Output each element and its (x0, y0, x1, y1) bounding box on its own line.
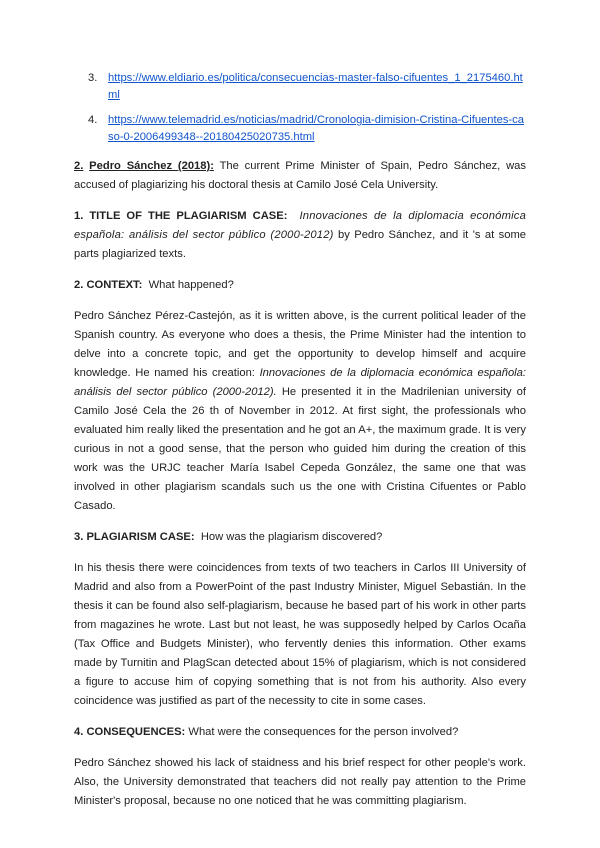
context-thesis-title: Innovaciones de la diplomacia económica española: análisis del sector público (2000-2012). (74, 367, 526, 398)
case-intro-text: The current Prime Minister of Spain, Pedro Sánchez, was accused of plagiarizing his doctoral thesis at Camilo José Cela University. (74, 160, 526, 191)
reference-link-eldiario[interactable]: https://www.eldiario.es/politica/consecuencias-master-falso-cifuentes_1_2175460.html (108, 72, 523, 101)
consequences-heading: 4. CONSEQUENCES: (74, 726, 186, 738)
case-number: 2. (74, 160, 84, 172)
reference-number: 3. (88, 72, 98, 84)
reference-list (74, 70, 526, 154)
consequences-question: What were the consequences for the person involved? (188, 726, 459, 738)
context-heading: 2. CONTEXT: (74, 279, 143, 291)
section-plagiarism-heading (74, 528, 526, 547)
plagiarism-heading: 3. PLAGIARISM CASE: (74, 531, 195, 543)
main-content (74, 157, 526, 823)
reference-link-telemadrid[interactable]: https://www.telemadrid.es/noticias/madrid/Cronologia-dimision-Cristina-Cifuentes-caso-0-2006499348--20180425020735.html (108, 114, 524, 143)
reference-number: 4. (88, 114, 98, 126)
plagiarism-question: How was the plagiarism discovered? (200, 531, 383, 543)
case-intro (74, 157, 526, 195)
reference-item-4 (74, 112, 526, 146)
section-consequences-body: Pedro Sánchez showed his lack of staidness and his brief respect for other people's work. Also, the University demonstrated that teachers did not really pay attention to the Prime Minister's proposal, because no one noticed that he was committing plagiarism. (74, 757, 526, 807)
context-text-1: Pedro Sánchez Pérez-Castejón, as it is written above, is the current political leader of the Spanish country. As everyone who does a thesis, the Prime Minister had the intention to delve into a concrete topic, and get the opportunity to develop himself and acquire knowledge. He named his creation: (74, 310, 526, 379)
section-title-text: by Pedro Sánchez, and it 's at some parts plagiarized texts. (74, 229, 526, 260)
section-consequences-heading (74, 723, 526, 742)
section-plagiarism-body: In his thesis there were coincidences from texts of two teachers in Carlos III University of Madrid and also from a PowerPoint of the past Industry Minister, Miguel Sebastián. In the thesis it can be found also self-plagiarism, because he based part of his work in other parts from magazines he wrote. Last but not least, he was supposedly helped by Carlos Ocaña (Tax Office and Budgets Minister), who fervently denies this information. Other exams made by Turnitin and PlagScan detected about 15% of plagiarism, which is not considered a figure to accuse him of copying something that is not from his authority. Also every coincidence was justified as part of the necessity to cite in some cases. (74, 562, 526, 707)
reference-item-3 (74, 70, 526, 104)
section-title (74, 207, 526, 264)
context-question: What happened? (148, 279, 234, 291)
section-context-body (74, 307, 526, 516)
thesis-title: Innovaciones de la diplomacia económica española: análisis del sector público (2000-2012) (74, 210, 526, 241)
context-text-2: He presented it in the Madrilenian university of Camilo José Cela the 26 th of November in 2012. At first sight, the professionals who evaluated him really liked the presentation and he got an A+, the maximum grade. It is very curious in not a good sense, that the person who guided him during the creation of this work was the URJC teacher María Isabel Cepeda González, the same one that was involved in other plagiarism scandals such us the one with Cristina Cifuentes or Pablo Casado. (74, 386, 526, 512)
section-title-heading: 1. TITLE OF THE PLAGIARISM CASE: (74, 210, 288, 222)
section-context-heading (74, 276, 526, 295)
case-name: Pedro Sánchez (2018): (89, 160, 214, 172)
